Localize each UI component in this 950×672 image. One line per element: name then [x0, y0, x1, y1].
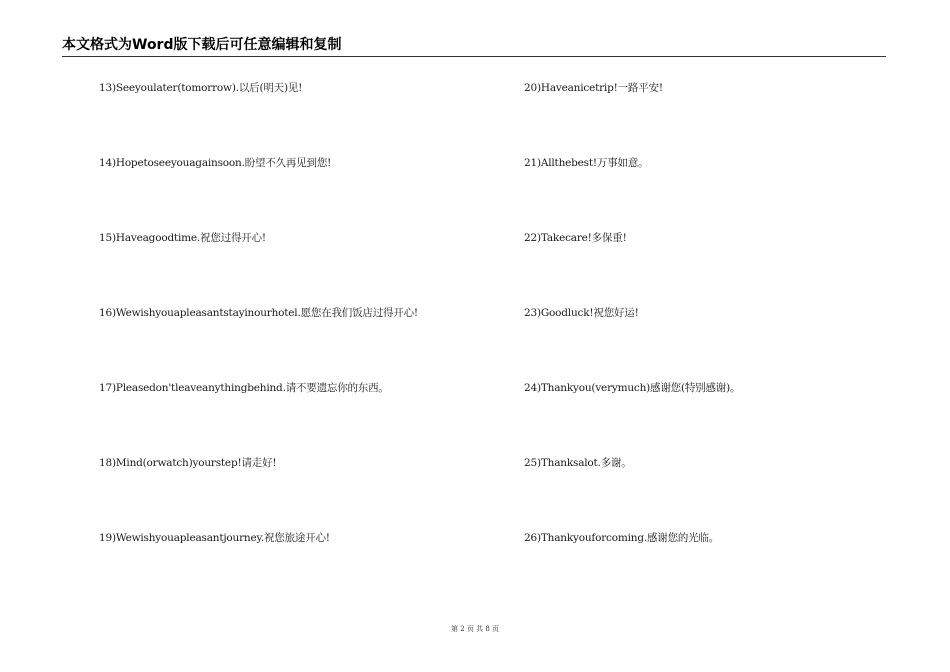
list-item: 20)Haveanicetrip!一路平安!: [524, 82, 663, 94]
list-item: 22)Takecare!多保重!: [524, 232, 627, 244]
page-footer: [0, 624, 950, 634]
list-item: 26)Thankyouforcoming.感谢您的光临。: [524, 532, 720, 544]
list-item: 13)Seeyoulater(tomorrow).以后(明天)见!: [99, 82, 303, 94]
list-item: 24)Thankyou(verymuch)感谢您(特别感谢)。: [524, 382, 741, 394]
list-item: 16)Wewishyouapleasantstayinourhotel.愿您在我们饭店过得开心!: [99, 307, 418, 319]
list-item: 25)Thanksalot.多谢。: [524, 457, 632, 469]
list-item: 19)Wewishyouapleasantjourney.祝您旅途开心!: [99, 532, 330, 544]
list-item: 17)Pleasedon'tleaveanythingbehind.请不要遗忘你的东西。: [99, 382, 389, 394]
page-number: 第 2 页 共 8 页: [450, 625, 500, 633]
list-item: 21)Allthebest!万事如意。: [524, 157, 649, 169]
list-item: 14)Hopetoseeyouagainsoon.盼望不久再见到您!: [99, 157, 332, 169]
header-title: 本文格式为Word版下载后可任意编辑和复制: [62, 37, 342, 53]
list-item: 15)Haveagoodtime.祝您过得开心!: [99, 232, 266, 244]
list-item: 23)Goodluck!祝您好运!: [524, 307, 639, 319]
page-header: [62, 34, 886, 57]
list-item: 18)Mind(orwatch)yourstep!请走好!: [99, 457, 277, 469]
